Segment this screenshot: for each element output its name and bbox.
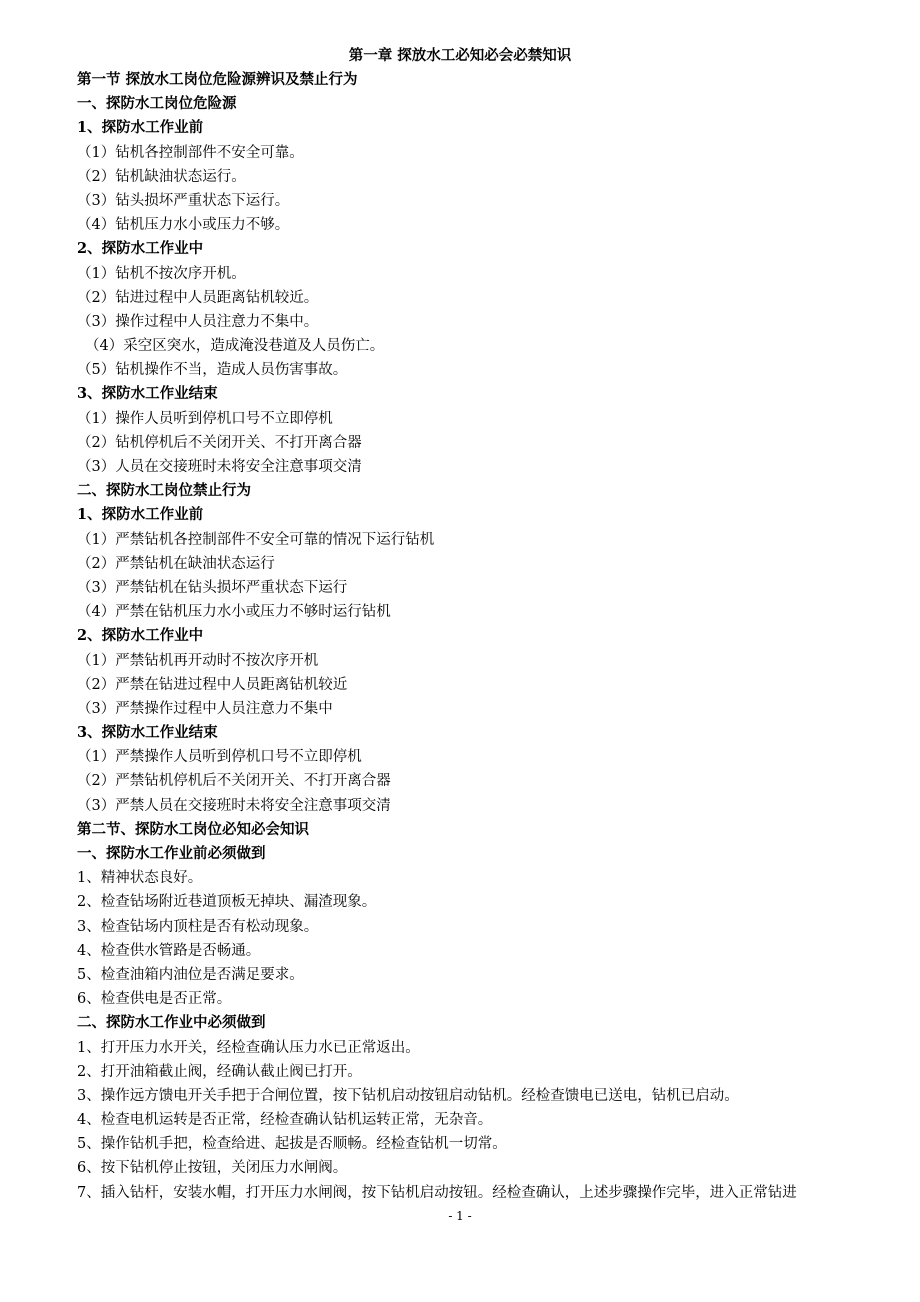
- section-heading: 2、探防水工作业中: [77, 627, 204, 645]
- text-line: 7、插入钻杆，安装水帽，打开压力水闸阀，按下钻机启动按钮。经检查确认，上述步骤操作完毕，进入正常钻进: [77, 1184, 797, 1201]
- section-heading: 第二节、探防水工岗位必知必会知识: [77, 820, 309, 838]
- text-line: （1）钻机各控制部件不安全可靠。: [77, 144, 304, 161]
- text-line: 5、检查油箱内油位是否满足要求。: [77, 966, 304, 983]
- text-line: （3）人员在交接班时未将安全注意事项交清: [77, 459, 362, 475]
- text-line: 1、打开压力水开关，经检查确认压力水已正常返出。: [77, 1039, 420, 1056]
- text-line: （1）严禁钻机再开动时不按次序开机: [77, 652, 319, 669]
- text-line: 2、打开油箱截止阀，经确认截止阀已打开。: [77, 1063, 362, 1080]
- page-number: - 1 -: [448, 1209, 472, 1223]
- text-line: 6、按下钻机停止按钮，关闭压力水闸阀。: [77, 1160, 348, 1177]
- text-line: （4）钻机压力水小或压力不够。: [77, 217, 290, 234]
- text-line: （3）严禁人员在交接班时未将安全注意事项交清: [77, 797, 391, 814]
- text-line: 5、操作钻机手把，检查给进、起拔是否顺畅。经检查钻机一切常。: [77, 1136, 507, 1153]
- document-body: [77, 68, 887, 1205]
- text-line: （3）操作过程中人员注意力不集中。: [77, 313, 319, 330]
- text-line: 1、精神状态良好。: [77, 870, 203, 887]
- text-line: （2）钻进过程中人员距离钻机较近。: [77, 289, 319, 306]
- text-line: （1）操作人员听到停机口号不立即停机: [77, 410, 333, 427]
- text-line: （3）钻头损坏严重状态下运行。: [77, 192, 290, 209]
- section-heading: 3、探防水工作业结束: [77, 724, 218, 742]
- text-line: 4、检查供水管路是否畅通。: [77, 942, 261, 959]
- text-line: （2）严禁钻机停机后不关闭开关、不打开离合器: [77, 773, 391, 790]
- section-heading: 一、探防水工作业前必须做到: [77, 845, 266, 862]
- chapter-title: 第一章 探放水工必知必会必禁知识: [348, 47, 572, 64]
- text-line: 3、检查钻场内顶柱是否有松动现象。: [77, 918, 319, 935]
- section-heading: 3、探防水工作业结束: [77, 385, 218, 403]
- text-line: 3、操作远方馈电开关手把于合闸位置，按下钻机启动按钮启动钻机。经检查馈电已送电，钻机已启动。: [77, 1087, 739, 1104]
- section-heading: 一、探防水工岗位危险源: [77, 95, 237, 113]
- text-line: （2）严禁钻机在缺油状态运行: [77, 555, 275, 572]
- section-heading: 1、探防水工作业前: [77, 506, 204, 524]
- text-line: （3）严禁操作过程中人员注意力不集中: [77, 700, 333, 717]
- text-line: 4、检查电机运转是否正常，经检查确认钻机运转正常，无杂音。: [77, 1112, 493, 1129]
- section-heading: 二、探防水工作业中必须做到: [77, 1014, 266, 1032]
- text-line: （2）严禁在钻进过程中人员距离钻机较近: [77, 676, 348, 693]
- section-heading: 2、探防水工作业中: [77, 240, 204, 258]
- text-line: （4）采空区突水，造成淹没巷道及人员伤亡。: [85, 338, 385, 355]
- section-heading: 1、探防水工作业前: [77, 119, 204, 137]
- text-line: （1）严禁钻机各控制部件不安全可靠的情况下运行钻机: [77, 531, 435, 548]
- text-line: （1）钻机不按次序开机。: [77, 265, 246, 282]
- section-heading: 二、探防水工岗位禁止行为: [77, 482, 251, 500]
- text-line: 6、检查供电是否正常。: [77, 991, 232, 1008]
- text-line: （1）严禁操作人员听到停机口号不立即停机: [77, 749, 362, 766]
- section-heading: 第一节 探放水工岗位危险源辨识及禁止行为: [77, 71, 358, 88]
- text-line: （5）钻机操作不当，造成人员伤害事故。: [77, 362, 348, 379]
- text-line: （2）钻机缺油状态运行。: [77, 168, 246, 185]
- text-line: 2、检查钻场附近巷道顶板无掉块、漏渣现象。: [77, 894, 377, 911]
- text-line: （3）严禁钻机在钻头损坏严重状态下运行: [77, 579, 348, 596]
- text-line: （2）钻机停机后不关闭开关、不打开离合器: [77, 434, 362, 451]
- text-line: （4）严禁在钻机压力水小或压力不够时运行钻机: [77, 604, 391, 621]
